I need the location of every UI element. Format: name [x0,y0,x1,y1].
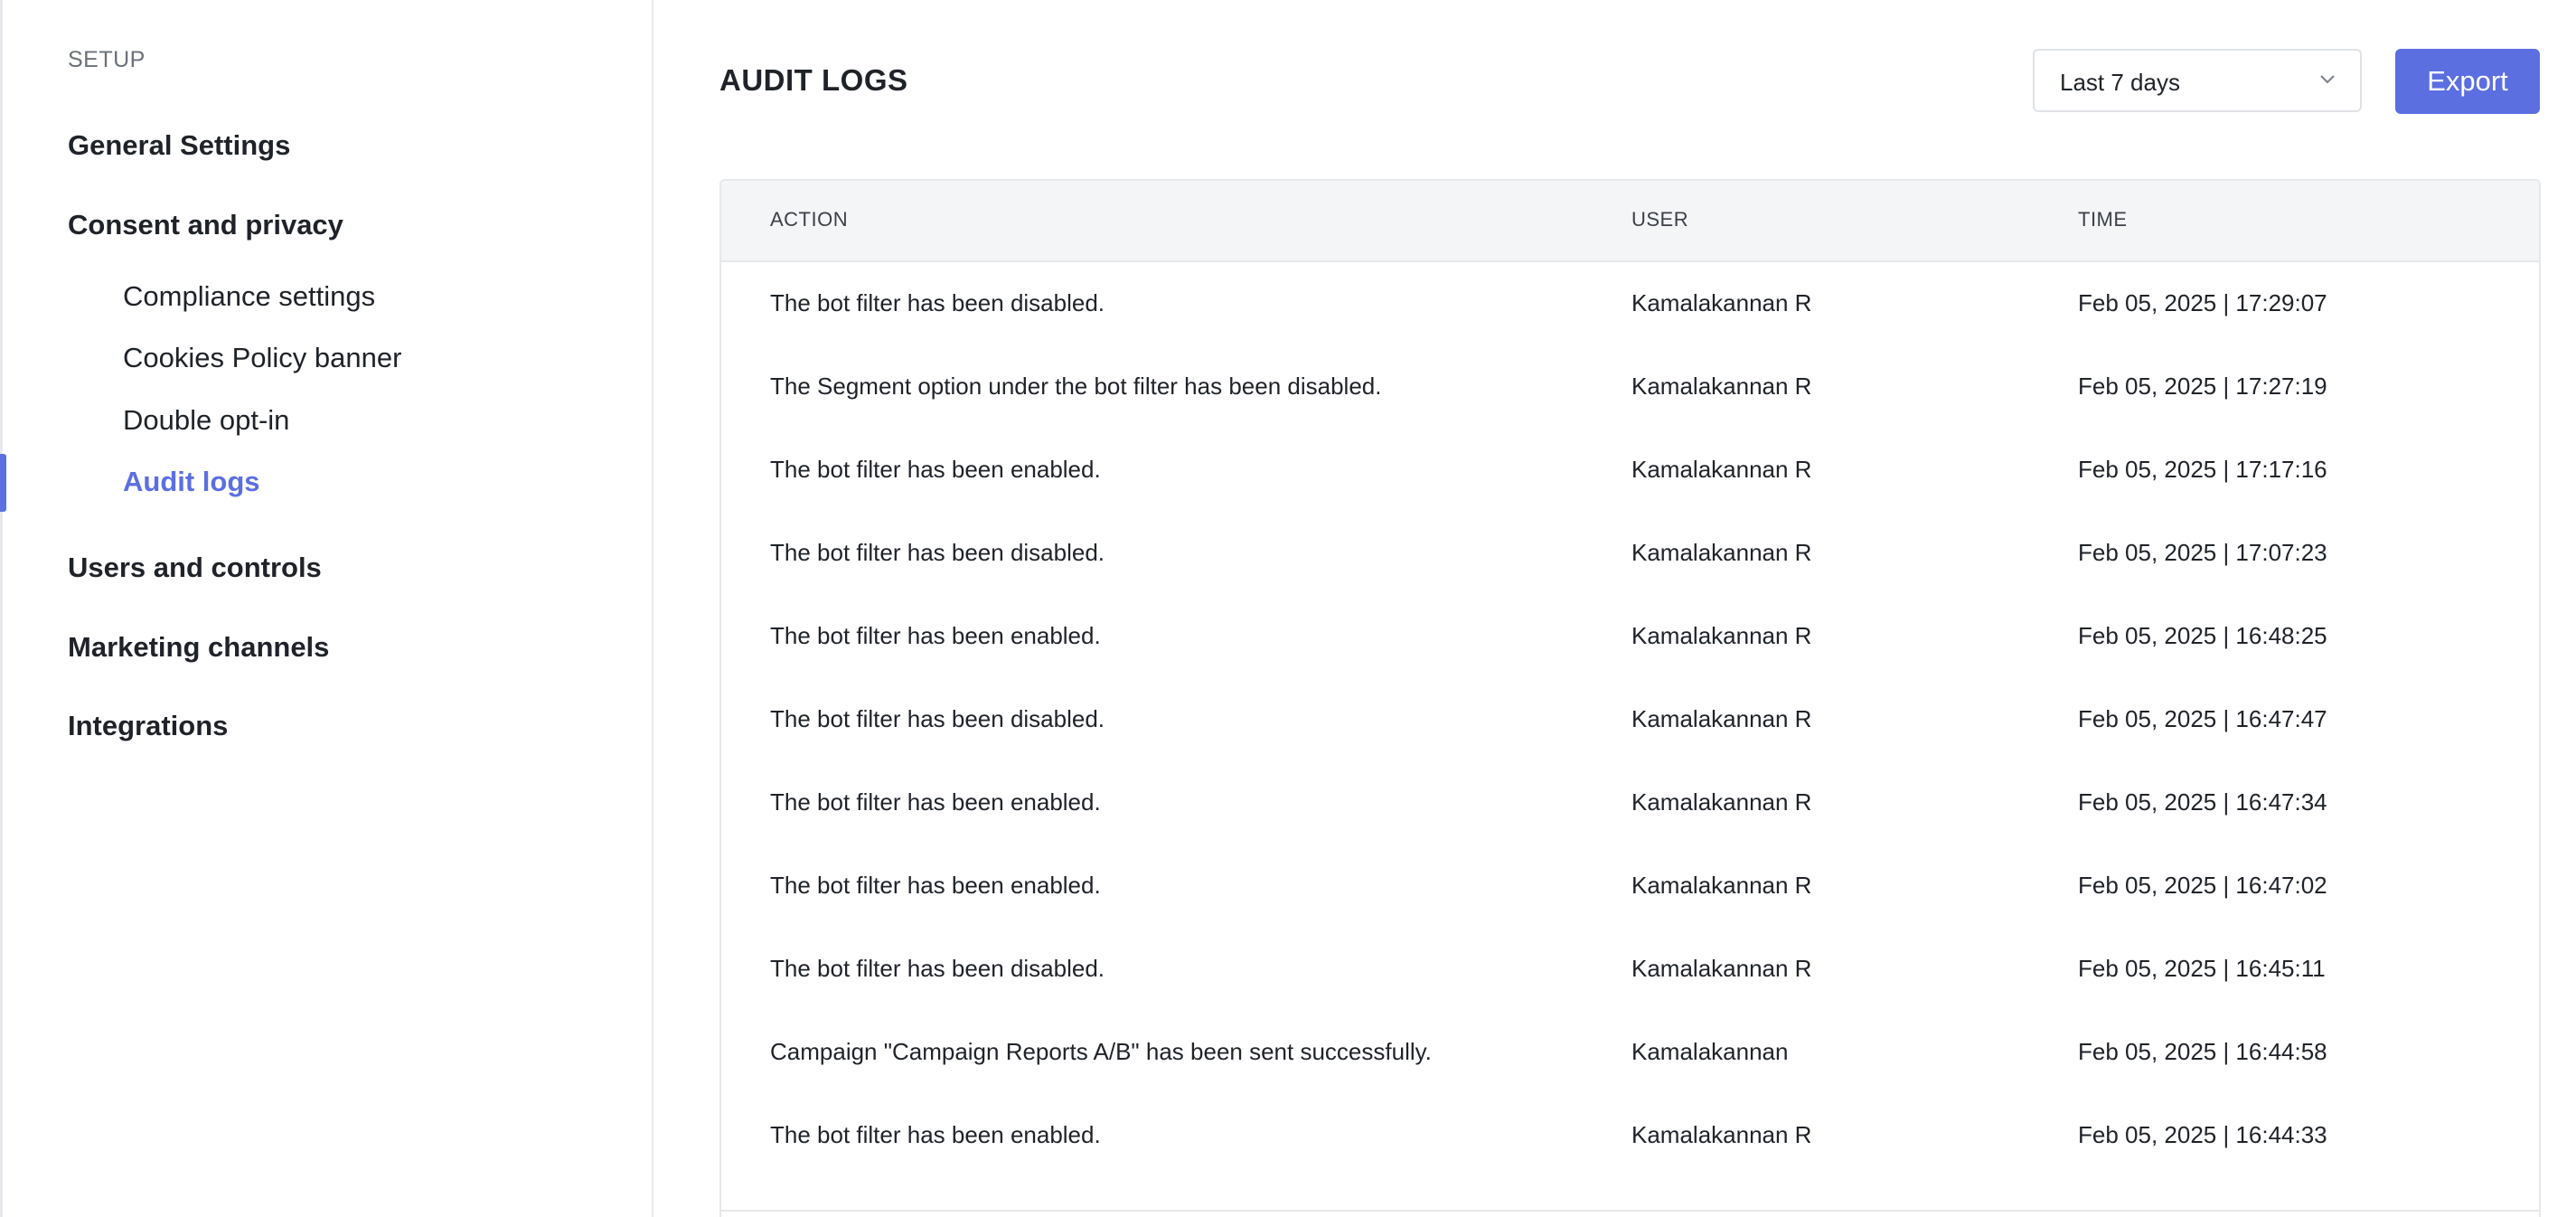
action-cell: The bot filter has been enabled. [770,872,1101,899]
table-header [721,181,2539,262]
user-cell: Kamalakannan R [1631,788,1812,816]
table-row [721,345,2539,429]
user-cell: Kamalakannan R [1631,705,1812,732]
sidebar-item-marketing-channels[interactable]: Marketing channels [68,631,330,663]
action-cell: The bot filter has been disabled. [770,705,1105,732]
sidebar-item-users-and-controls[interactable]: Users and controls [68,552,322,583]
sidebar-left-rule [0,0,3,1217]
action-cell: The bot filter has been enabled. [770,456,1101,483]
time-cell: Feb 05, 2025 | 16:48:25 [2078,622,2327,649]
page-title: AUDIT LOGS [719,63,908,97]
time-cell: Feb 05, 2025 | 16:47:47 [2078,705,2327,732]
action-cell: The bot filter has been enabled. [770,622,1101,649]
table-row [721,1011,2539,1094]
action-cell: The bot filter has been enabled. [770,1121,1101,1148]
column-header-user: USER [1631,208,1689,231]
action-cell: The bot filter has been disabled. [770,289,1105,316]
time-cell: Feb 05, 2025 | 16:47:34 [2078,788,2327,816]
action-cell: The Segment option under the bot filter has been disabled. [770,373,1382,400]
column-header-time: TIME [2078,208,2128,231]
date-range-select[interactable] [2033,49,2362,112]
table-row [721,761,2539,844]
active-nav-indicator [0,454,6,512]
action-cell: The bot filter has been enabled. [770,788,1101,816]
user-cell: Kamalakannan R [1631,373,1812,400]
time-cell: Feb 05, 2025 | 17:07:23 [2078,539,2327,566]
export-button[interactable]: Export [2395,49,2540,114]
table-row [721,429,2539,512]
time-cell: Feb 05, 2025 | 17:27:19 [2078,373,2327,400]
user-cell: Kamalakannan R [1631,289,1812,316]
table-row [721,595,2539,678]
sidebar-item-consent-and-privacy[interactable]: Consent and privacy [68,209,343,241]
table-row [721,1094,2539,1177]
table-row [721,928,2539,1011]
date-range-value: Last 7 days [2060,69,2180,96]
user-cell: Kamalakannan R [1631,872,1812,899]
time-cell: Feb 05, 2025 | 16:47:02 [2078,872,2327,899]
sidebar-item-audit-logs[interactable]: Audit logs [123,466,260,497]
user-cell: Kamalakannan R [1631,955,1812,982]
time-cell: Feb 05, 2025 | 16:45:11 [2078,955,2326,982]
user-cell: Kamalakannan R [1631,622,1812,649]
time-cell: Feb 05, 2025 | 17:29:07 [2078,289,2327,316]
sidebar-item-double-opt-in[interactable]: Double opt-in [123,404,290,436]
table-row [721,678,2539,761]
table-row [721,844,2539,928]
user-cell: Kamalakannan R [1631,539,1812,566]
audit-log-table [719,179,2541,1217]
sidebar-item-cookies-policy-banner[interactable]: Cookies Policy banner [123,342,402,373]
sidebar-item-integrations[interactable]: Integrations [68,710,229,741]
table-row [721,512,2539,595]
time-cell: Feb 05, 2025 | 16:44:33 [2078,1121,2327,1148]
user-cell: Kamalakannan R [1631,456,1812,483]
column-header-action: ACTION [770,208,849,231]
user-cell: Kamalakannan [1631,1038,1789,1065]
sidebar-item-compliance-settings[interactable]: Compliance settings [123,280,376,312]
action-cell: Campaign "Campaign Reports A/B" has been sent successfully. [770,1038,1432,1065]
time-cell: Feb 05, 2025 | 16:44:58 [2078,1038,2327,1065]
user-cell: Kamalakannan R [1631,1121,1812,1148]
sidebar-item-general-settings[interactable]: General Settings [68,129,291,161]
sidebar [0,0,653,1217]
action-cell: The bot filter has been disabled. [770,539,1105,566]
table-row-divider [721,1210,2539,1212]
table-body [721,262,2539,1177]
chevron-down-icon [2318,71,2336,89]
action-cell: The bot filter has been disabled. [770,955,1105,982]
table-row [721,262,2539,345]
time-cell: Feb 05, 2025 | 17:17:16 [2078,456,2327,483]
sidebar-heading: SETUP [68,47,146,72]
